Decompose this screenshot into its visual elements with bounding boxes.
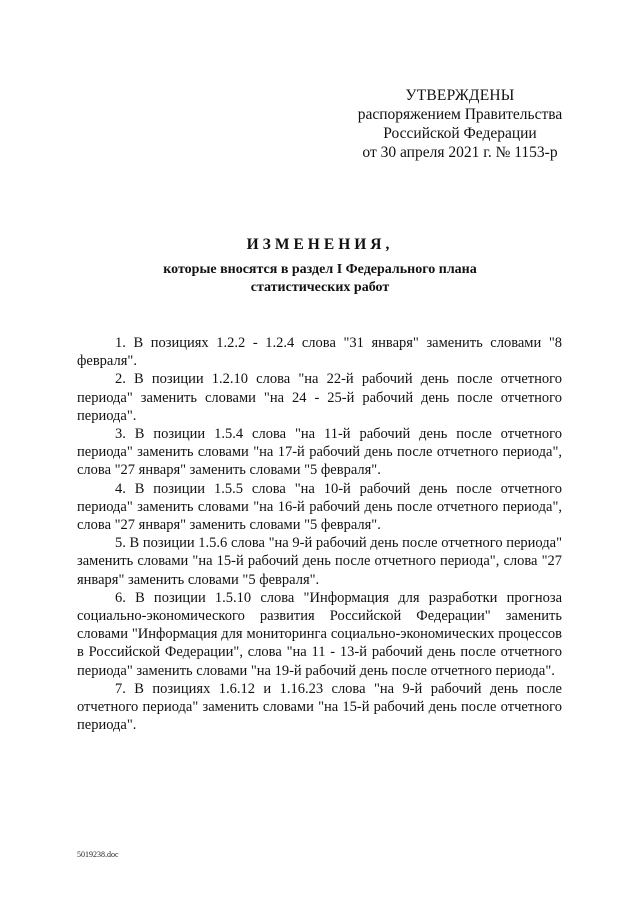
approval-heading: УТВЕРЖДЕНЫ — [405, 87, 515, 104]
change-item-7: 7. В позициях 1.6.12 и 1.16.23 слова "на 9-й рабочий день после отчетного периода" заменить словами "на 15-й рабочий день после отчетного периода". — [77, 680, 562, 734]
document-subtitle — [120, 261, 520, 297]
change-item-1: 1. В позициях 1.2.2 - 1.2.4 слова "31 января" заменить словами "8 февраля". — [77, 335, 562, 370]
change-item-5: 5. В позиции 1.5.6 слова "на 9-й рабочий день после отчетного периода" заменить словами "на 15-й рабочий день после отчетного периода", слова "27 января" заменить словами "5 февраля". — [77, 535, 562, 588]
footer-doc-id: 5019238.doc — [77, 850, 119, 859]
approval-block — [350, 86, 570, 162]
document-body — [77, 334, 562, 734]
change-item-3: 3. В позиции 1.5.4 слова "на 11-й рабочий день после отчетного периода" заменить словами "на 17-й рабочий день после отчетного периода", слова "27 января" заменить словами "5 февраля". — [77, 426, 562, 479]
document-title: ИЗМЕНЕНИЯ, — [246, 236, 394, 253]
approval-line-2: Российской Федерации — [383, 125, 537, 142]
change-item-6: 6. В позиции 1.5.10 слова "Информация для разработки прогноза социально-экономического развития Российской Федерации" заменить словами "Информация для мониторинга социально-экономических процессов в Российской Федерации", слова "на 11 - 13-й рабочий день после отчетного периода" заменить словами "на 19-й рабочий день после отчетного периода". — [77, 589, 562, 679]
approval-line-1: распоряжением Правительства — [357, 106, 563, 123]
subtitle-line-1: которые вносятся в раздел I Федерального плана — [163, 262, 477, 277]
subtitle-line-2: статистических работ — [250, 280, 390, 295]
change-item-2: 2. В позиции 1.2.10 слова "на 22-й рабочий день после отчетного периода" заменить словами "на 24 - 25-й рабочий день после отчетного периода". — [77, 371, 562, 424]
approval-line-3: от 30 апреля 2021 г. № 1153-р — [362, 144, 558, 161]
change-item-4: 4. В позиции 1.5.5 слова "на 10-й рабочий день после отчетного периода" заменить словами "на 16-й рабочий день после отчетного периода", слова "27 января" заменить словами "5 февраля". — [77, 480, 562, 534]
